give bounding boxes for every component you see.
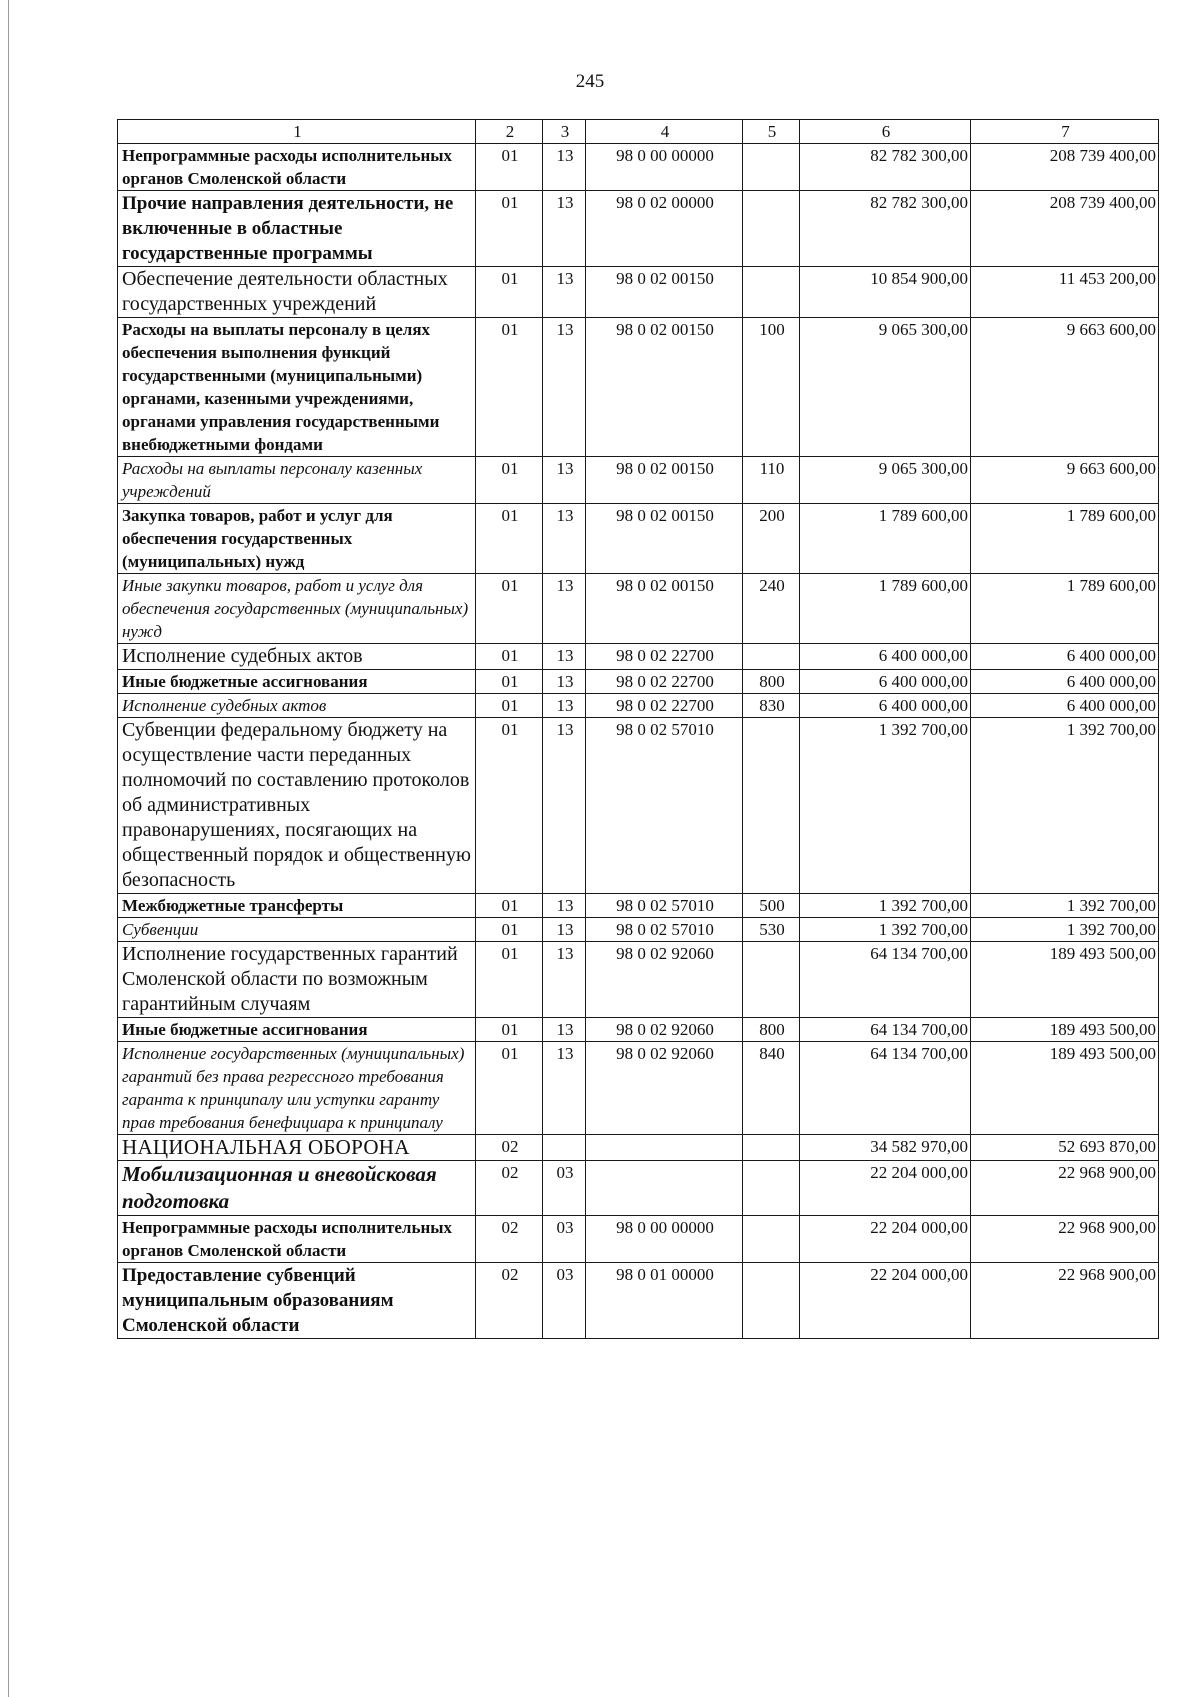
- expense-name-cell: Иные закупки товаров, работ и услуг для обеспечения государственных (муниципальных) нужд: [118, 574, 476, 644]
- subsection-code-cell: 13: [543, 644, 586, 670]
- amount-year2-cell: 22 968 900,00: [971, 1263, 1159, 1339]
- target-article-cell: 98 0 01 00000: [586, 1263, 743, 1339]
- amount-year2-cell: 22 968 900,00: [971, 1161, 1159, 1216]
- subsection-code-cell: 13: [543, 318, 586, 457]
- subsection-code-cell: 13: [543, 1042, 586, 1135]
- expense-name-cell: Закупка товаров, работ и услуг для обеспечения государственных (муниципальных) нужд: [118, 504, 476, 574]
- subsection-code-cell: 13: [543, 191, 586, 267]
- section-code-cell: 01: [476, 504, 543, 574]
- target-article-cell: 98 0 02 22700: [586, 670, 743, 694]
- amount-year1-cell: 1 789 600,00: [800, 504, 971, 574]
- target-article-cell: 98 0 02 57010: [586, 918, 743, 942]
- expense-name-cell: Прочие направления деятельности, не включенные в областные государственные программы: [118, 191, 476, 267]
- table-row: [118, 894, 1159, 918]
- section-code-cell: 01: [476, 918, 543, 942]
- subsection-code-cell: 13: [543, 457, 586, 504]
- target-article-cell: 98 0 02 00150: [586, 504, 743, 574]
- amount-year2-cell: 208 739 400,00: [971, 191, 1159, 267]
- subsection-code-cell: 03: [543, 1161, 586, 1216]
- table-row: [118, 504, 1159, 574]
- amount-year1-cell: 64 134 700,00: [800, 942, 971, 1018]
- target-article-cell: 98 0 02 00000: [586, 191, 743, 267]
- table-row: [118, 718, 1159, 894]
- target-article-cell: 98 0 02 92060: [586, 1042, 743, 1135]
- table-row: [118, 574, 1159, 644]
- expense-type-cell: [743, 644, 800, 670]
- header-cell: 6: [800, 120, 971, 144]
- expense-type-cell: 110: [743, 457, 800, 504]
- table-row: [118, 1216, 1159, 1263]
- amount-year2-cell: 1 392 700,00: [971, 718, 1159, 894]
- expense-type-cell: 530: [743, 918, 800, 942]
- expense-name-cell: Предоставление субвенций муниципальным образованиям Смоленской области: [118, 1263, 476, 1339]
- amount-year2-cell: 208 739 400,00: [971, 144, 1159, 191]
- amount-year2-cell: 52 693 870,00: [971, 1135, 1159, 1161]
- amount-year1-cell: 9 065 300,00: [800, 318, 971, 457]
- amount-year1-cell: 82 782 300,00: [800, 191, 971, 267]
- subsection-code-cell: 03: [543, 1263, 586, 1339]
- subsection-code-cell: 13: [543, 670, 586, 694]
- subsection-code-cell: 13: [543, 144, 586, 191]
- subsection-code-cell: 13: [543, 574, 586, 644]
- expense-type-cell: [743, 1135, 800, 1161]
- subsection-code-cell: 13: [543, 718, 586, 894]
- expense-name-cell: Субвенции федеральному бюджету на осуществление части переданных полномочий по составлению протоколов об административных правонарушениях, посягающих на общественный порядок и общественную безопасность: [118, 718, 476, 894]
- expense-type-cell: [743, 144, 800, 191]
- amount-year1-cell: 22 204 000,00: [800, 1161, 971, 1216]
- header-cell: 1: [118, 120, 476, 144]
- expense-type-cell: [743, 267, 800, 318]
- expense-type-cell: 100: [743, 318, 800, 457]
- header-cell: 7: [971, 120, 1159, 144]
- expense-name-cell: Исполнение судебных актов: [118, 694, 476, 718]
- section-code-cell: 01: [476, 1042, 543, 1135]
- page-edge-line: [8, 0, 9, 1697]
- section-code-cell: 02: [476, 1161, 543, 1216]
- expense-name-cell: Исполнение государственных (муниципальных) гарантий без права регрессного требования гаранта к принципалу или уступки гаранту прав требования бенефициара к принципалу: [118, 1042, 476, 1135]
- subsection-code-cell: 13: [543, 942, 586, 1018]
- target-article-cell: 98 0 02 22700: [586, 644, 743, 670]
- amount-year1-cell: 10 854 900,00: [800, 267, 971, 318]
- subsection-code-cell: 03: [543, 1216, 586, 1263]
- target-article-cell: 98 0 02 00150: [586, 457, 743, 504]
- amount-year1-cell: 64 134 700,00: [800, 1042, 971, 1135]
- amount-year1-cell: 1 392 700,00: [800, 894, 971, 918]
- expense-name-cell: Непрограммные расходы исполнительных органов Смоленской области: [118, 144, 476, 191]
- expense-name-cell: Исполнение судебных актов: [118, 644, 476, 670]
- section-code-cell: 01: [476, 644, 543, 670]
- amount-year2-cell: 1 392 700,00: [971, 894, 1159, 918]
- section-code-cell: 01: [476, 670, 543, 694]
- table-row: [118, 918, 1159, 942]
- expense-name-cell: Обеспечение деятельности областных государственных учреждений: [118, 267, 476, 318]
- table-row: [118, 1263, 1159, 1339]
- amount-year2-cell: 189 493 500,00: [971, 1018, 1159, 1042]
- amount-year1-cell: 1 392 700,00: [800, 918, 971, 942]
- expense-type-cell: 200: [743, 504, 800, 574]
- subsection-code-cell: 13: [543, 1018, 586, 1042]
- subsection-code-cell: 13: [543, 918, 586, 942]
- amount-year2-cell: 189 493 500,00: [971, 942, 1159, 1018]
- amount-year2-cell: 189 493 500,00: [971, 1042, 1159, 1135]
- amount-year1-cell: 6 400 000,00: [800, 694, 971, 718]
- header-cell: 3: [543, 120, 586, 144]
- section-code-cell: 01: [476, 318, 543, 457]
- amount-year1-cell: 22 204 000,00: [800, 1216, 971, 1263]
- table-row: [118, 1042, 1159, 1135]
- expense-type-cell: 800: [743, 1018, 800, 1042]
- subsection-code-cell: 13: [543, 504, 586, 574]
- budget-table: [117, 119, 1159, 1339]
- section-code-cell: 01: [476, 191, 543, 267]
- amount-year2-cell: 6 400 000,00: [971, 694, 1159, 718]
- target-article-cell: 98 0 02 92060: [586, 942, 743, 1018]
- target-article-cell: [586, 1135, 743, 1161]
- amount-year2-cell: 1 392 700,00: [971, 918, 1159, 942]
- expense-type-cell: 800: [743, 670, 800, 694]
- table-row: [118, 670, 1159, 694]
- expense-name-cell: Иные бюджетные ассигнования: [118, 1018, 476, 1042]
- target-article-cell: 98 0 02 00150: [586, 574, 743, 644]
- amount-year2-cell: 9 663 600,00: [971, 318, 1159, 457]
- header-cell: 4: [586, 120, 743, 144]
- target-article-cell: 98 0 02 57010: [586, 894, 743, 918]
- expense-type-cell: [743, 942, 800, 1018]
- expense-type-cell: 840: [743, 1042, 800, 1135]
- expense-type-cell: 240: [743, 574, 800, 644]
- expense-name-cell: Расходы на выплаты персоналу в целях обеспечения выполнения функций государственными (муниципальными) органами, казенными учреждениями, органами управления государственными внебюджетными фондами: [118, 318, 476, 457]
- header-cell: 5: [743, 120, 800, 144]
- amount-year2-cell: 9 663 600,00: [971, 457, 1159, 504]
- section-code-cell: 01: [476, 1018, 543, 1042]
- expense-type-cell: [743, 1161, 800, 1216]
- target-article-cell: 98 0 02 92060: [586, 1018, 743, 1042]
- amount-year2-cell: 22 968 900,00: [971, 1216, 1159, 1263]
- target-article-cell: 98 0 02 00150: [586, 318, 743, 457]
- page-number: 245: [575, 71, 605, 92]
- expense-type-cell: [743, 718, 800, 894]
- amount-year1-cell: 82 782 300,00: [800, 144, 971, 191]
- table-row: [118, 267, 1159, 318]
- amount-year1-cell: 34 582 970,00: [800, 1135, 971, 1161]
- target-article-cell: 98 0 00 00000: [586, 144, 743, 191]
- section-code-cell: 02: [476, 1135, 543, 1161]
- expense-name-cell: Иные бюджетные ассигнования: [118, 670, 476, 694]
- section-code-cell: 01: [476, 894, 543, 918]
- section-code-cell: 01: [476, 694, 543, 718]
- expense-name-cell: Непрограммные расходы исполнительных органов Смоленской области: [118, 1216, 476, 1263]
- target-article-cell: [586, 1161, 743, 1216]
- amount-year2-cell: 6 400 000,00: [971, 644, 1159, 670]
- target-article-cell: 98 0 02 57010: [586, 718, 743, 894]
- section-code-cell: 01: [476, 267, 543, 318]
- subsection-code-cell: 13: [543, 694, 586, 718]
- subsection-code-cell: [543, 1135, 586, 1161]
- header-cell: 2: [476, 120, 543, 144]
- amount-year2-cell: 6 400 000,00: [971, 670, 1159, 694]
- expense-name-cell: НАЦИОНАЛЬНАЯ ОБОРОНА: [118, 1135, 476, 1161]
- section-code-cell: 02: [476, 1263, 543, 1339]
- expense-name-cell: Межбюджетные трансферты: [118, 894, 476, 918]
- target-article-cell: 98 0 02 22700: [586, 694, 743, 718]
- target-article-cell: 98 0 02 00150: [586, 267, 743, 318]
- target-article-cell: 98 0 00 00000: [586, 1216, 743, 1263]
- expense-name-cell: Субвенции: [118, 918, 476, 942]
- section-code-cell: 01: [476, 942, 543, 1018]
- expense-type-cell: 830: [743, 694, 800, 718]
- subsection-code-cell: 13: [543, 267, 586, 318]
- section-code-cell: 01: [476, 718, 543, 894]
- table-row: [118, 457, 1159, 504]
- subsection-code-cell: 13: [543, 894, 586, 918]
- expense-type-cell: 500: [743, 894, 800, 918]
- expense-name-cell: Мобилизационная и вневойсковая подготовка: [118, 1161, 476, 1216]
- table-row: [118, 694, 1159, 718]
- table-row: [118, 318, 1159, 457]
- expense-type-cell: [743, 1216, 800, 1263]
- amount-year1-cell: 9 065 300,00: [800, 457, 971, 504]
- table-row: [118, 1135, 1159, 1161]
- amount-year2-cell: 1 789 600,00: [971, 504, 1159, 574]
- table-row: [118, 942, 1159, 1018]
- header-row: [118, 120, 1159, 144]
- section-code-cell: 01: [476, 457, 543, 504]
- table-row: [118, 144, 1159, 191]
- table-row: [118, 1018, 1159, 1042]
- table-row: [118, 644, 1159, 670]
- amount-year1-cell: 6 400 000,00: [800, 644, 971, 670]
- expense-name-cell: Исполнение государственных гарантий Смоленской области по возможным гарантийным случаям: [118, 942, 476, 1018]
- section-code-cell: 01: [476, 574, 543, 644]
- amount-year1-cell: 1 789 600,00: [800, 574, 971, 644]
- section-code-cell: 01: [476, 144, 543, 191]
- amount-year2-cell: 11 453 200,00: [971, 267, 1159, 318]
- expense-type-cell: [743, 191, 800, 267]
- table-row: [118, 191, 1159, 267]
- amount-year1-cell: 6 400 000,00: [800, 670, 971, 694]
- amount-year1-cell: 1 392 700,00: [800, 718, 971, 894]
- section-code-cell: 02: [476, 1216, 543, 1263]
- amount-year1-cell: 64 134 700,00: [800, 1018, 971, 1042]
- table-row: [118, 1161, 1159, 1216]
- amount-year1-cell: 22 204 000,00: [800, 1263, 971, 1339]
- expense-name-cell: Расходы на выплаты персоналу казенных учреждений: [118, 457, 476, 504]
- amount-year2-cell: 1 789 600,00: [971, 574, 1159, 644]
- expense-type-cell: [743, 1263, 800, 1339]
